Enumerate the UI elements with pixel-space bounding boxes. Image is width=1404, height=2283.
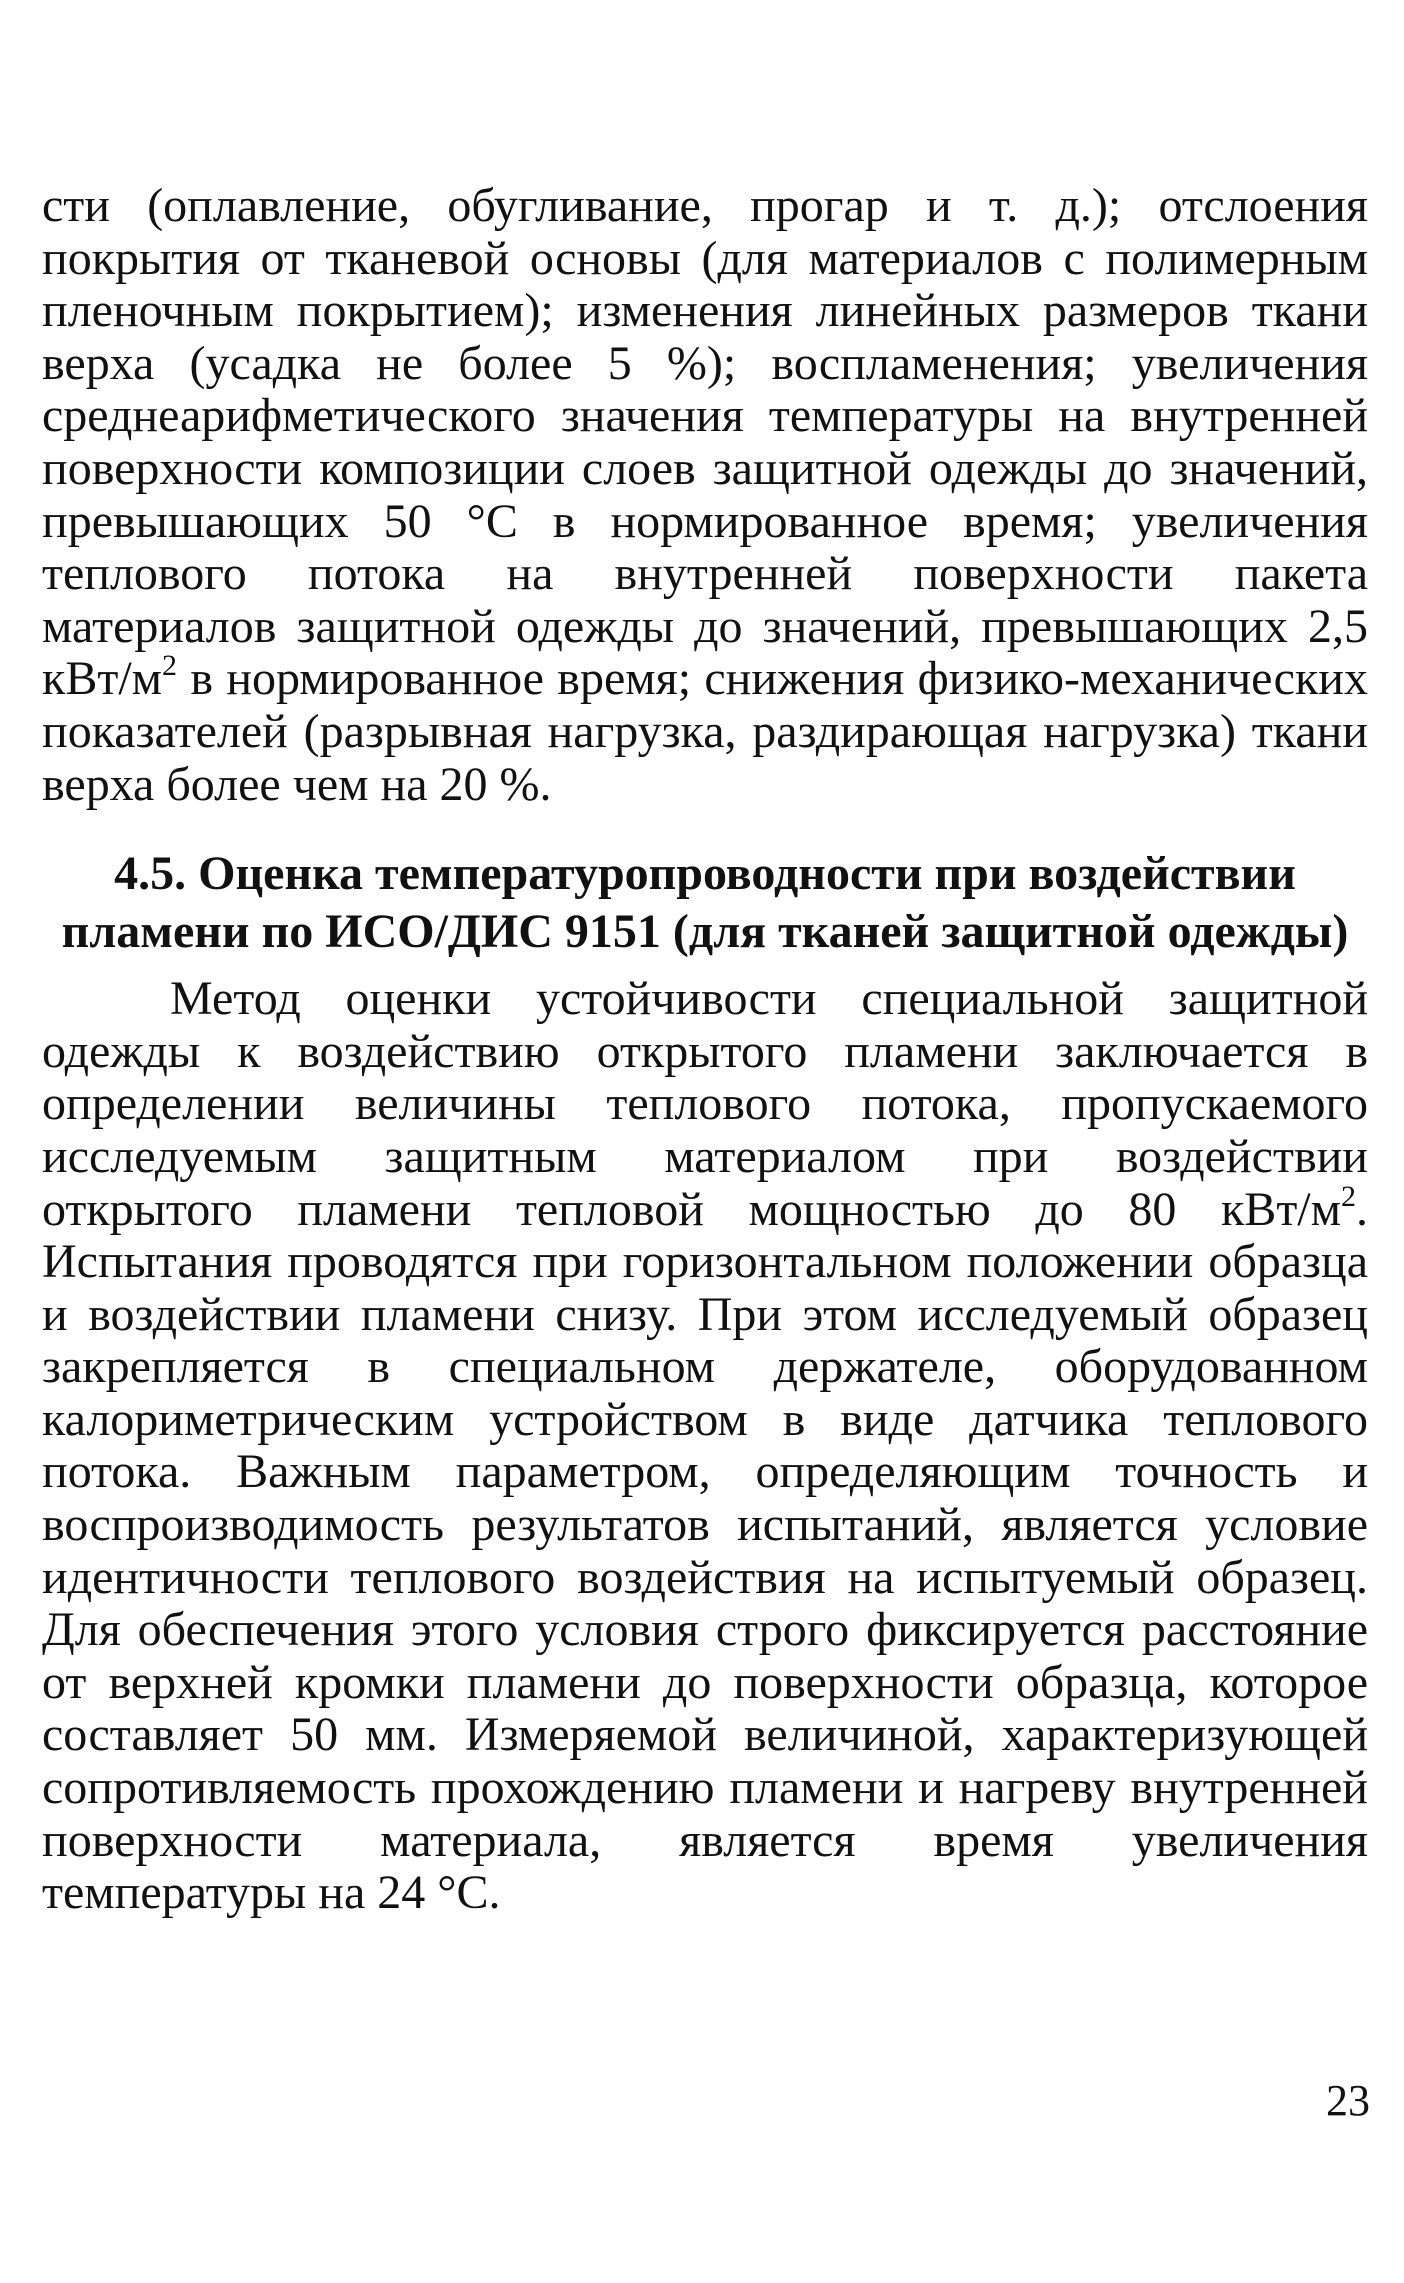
paragraph-continuation: [42, 180, 1368, 811]
paragraph-body: [42, 973, 1368, 1920]
page-number: 23: [1326, 2076, 1370, 2125]
paragraph-2-text: Метод оценки устойчивости специальной защитной одежды к воздействию открытого пламени заключается в определении величины теплового потока, пропускаемого исследуемым защитным материалом при воздействии открытого пламени тепловой мощностью до 80 кВт/м: [42, 972, 1368, 1236]
document-page: [42, 180, 1368, 1920]
paragraph-2-text-after: . Испытания проводятся при горизонтальном положении образца и воздействии пламени снизу. При этом исследуемый образец закрепляется в специальном держателе, оборудованном калориметрическим устройством в виде датчика теплового потока. Важным параметром, определяющим точность и воспроизводимость результатов испытаний, является условие идентичности теплового воздействия на испытуемый образец. Для обеспечения этого условия строго фиксируется расстояние от верхней кромки пламени до поверхности образца, которое составляет 50 мм. Измеряемой величиной, характеризующей сопротивляемость прохождению пламени и нагреву внутренней поверхности материала, является время увеличения температуры на 24 °С.: [42, 1182, 1368, 1920]
section-heading: 4.5. Оценка температуропроводности при воздействии пламени по ИСО/ДИС 9151 (для тканей защитной одежды): [61, 847, 1349, 959]
paragraph-1-text: сти (оплавление, обугливание, прогар и т. д.); отслоения покрытия от тканевой основы (для материалов с полимерным пленочным покрытием); изменения линейных размеров ткани верха (усадка не более 5 %); воспламенения; увеличения среднеарифметического значения температуры на внутренней поверхности композиции слоев защитной одежды до значений, превышающих 50 °С в нормированное время; увеличения теплового потока на внутренней поверхности пакета материалов защитной одежды до значений, превышающих 2,5 кВт/м: [42, 179, 1368, 706]
paragraph-1-text-after: в нормированное время; снижения физико-механических показателей (разрывная нагрузка, раздирающая нагрузка) ткани верха более чем на 20 %.: [42, 652, 1368, 811]
paragraph-1-superscript: 2: [162, 649, 178, 683]
paragraph-2-superscript: 2: [1341, 1179, 1356, 1213]
